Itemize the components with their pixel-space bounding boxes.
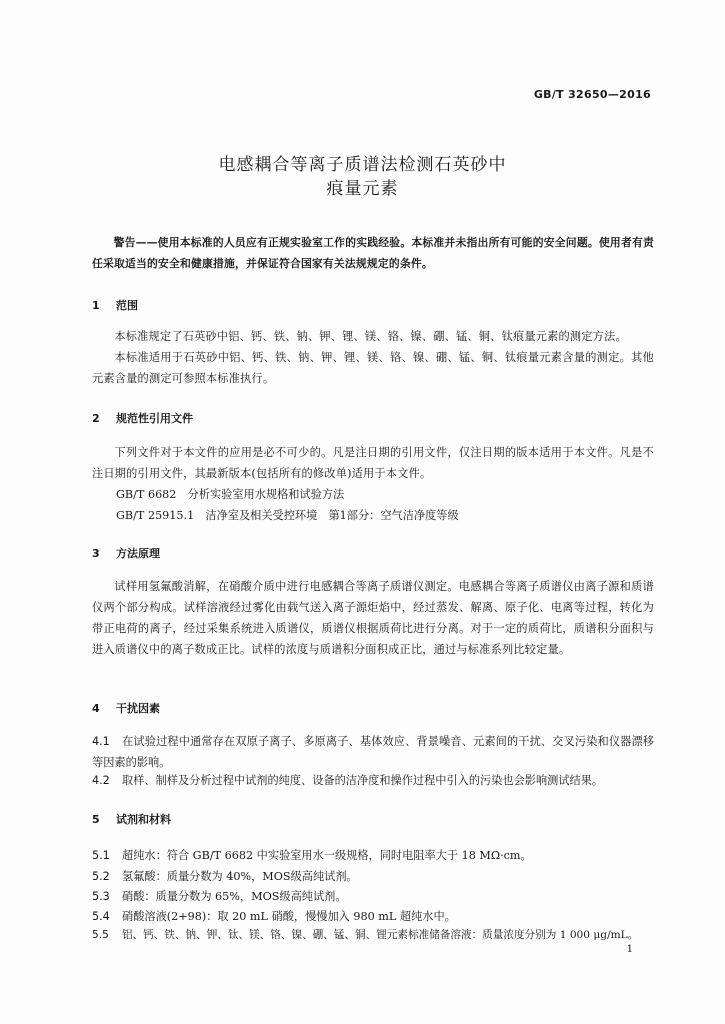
section-1-number: 1 [92,299,100,312]
section-1-paragraph-2: 本标准适用于石英砂中铝、钙、铁、钠、钾、锂、镁、铬、镍、硼、锰、铜、钛痕量元素含量的测定。其他元素含量的测定可参照本标准执行。 [92,351,654,385]
document-title-line1: 电感耦合等离子质谱法检测石英砂中 [218,155,507,175]
clause-5-5 [92,925,654,946]
clause-4-2 [92,770,654,791]
section-5-heading [92,811,171,827]
clause-text: 在试验过程中通常存在双原子离子、多原离子、基体效应、背景噪音、元素间的干扰、交叉污染和仪器漂移等因素的影响。 [92,735,654,769]
section-2-heading [92,410,193,426]
clause-number: 5.1 [92,849,110,862]
section-1-title: 范围 [116,299,138,312]
clause-number: 4.2 [92,774,110,787]
clause-5-3 [92,886,654,907]
section-5-title: 试剂和材料 [116,813,171,826]
section-3-heading [92,545,160,561]
clause-4-1 [92,731,654,773]
section-2-paragraph-1: 下列文件对于本文件的应用是必不可少的。凡是注日期的引用文件，仅注日期的版本适用于本文件。凡是不注日期的引用文件，其最新版本(包括所有的修改单)适用于本文件。 [92,446,654,480]
section-3-paragraph-1: 试样用氢氟酸消解，在硝酸介质中进行电感耦合等离子质谱仪测定。电感耦合等离子质谱仪由离子源和质谱仪两个部分构成。试样溶液经过雾化由载气送入离子源炬焰中，经过蒸发、解离、原子化、电离等过程，转化为带正电荷的离子，经过采集系统进入质谱仪，质谱仪根据质荷比进行分离。对于一定的质荷比，质谱积分面积与进入质谱仪中的离子数成正比。试样的浓度与质谱积分面积成正比，通过与标准系列比较定量。 [92,580,654,656]
section-1-heading [92,297,138,313]
clause-5-1 [92,845,654,866]
section-3-title: 方法原理 [116,547,160,560]
reference-gbt-25915-1: GB/T 25915.1 洁净室及相关受控环境 第1部分：空气洁净度等级 [116,509,459,522]
clause-text: 铝、钙、铁、钠、钾、钛、镁、铬、镍、硼、锰、铜、锂元素标准储备溶液：质量浓度分别为 1 000 μg/mL。 [122,929,639,941]
clause-text: 硝酸溶液(2+98)：取 20 mL 硝酸，慢慢加入 980 mL 超纯水中。 [122,910,456,923]
clause-5-4 [92,906,654,927]
section-4-title: 干扰因素 [116,702,160,715]
document-title-line2: 痕量元素 [326,179,399,199]
clause-5-2 [92,866,654,887]
clause-text: 超纯水：符合 GB/T 6682 中实验室用水一级规格，同时电阻率大于 18 MΩ·cm。 [122,849,532,862]
section-5-number: 5 [92,813,100,826]
section-3-number: 3 [92,547,100,560]
clause-number: 5.2 [92,870,110,883]
clause-number: 5.3 [92,890,110,903]
clause-text: 氢氟酸：质量分数为 40%，MOS级高纯试剂。 [122,870,358,883]
section-2-title: 规范性引用文件 [116,412,193,425]
page-number: 1 [626,944,633,955]
section-4-number: 4 [92,702,100,715]
clause-text: 硝酸：质量分数为 65%，MOS级高纯试剂。 [122,890,347,903]
clause-number: 4.1 [92,735,110,748]
standard-number: GB/T 32650—2016 [533,88,651,101]
warning-paragraph: 警告——使用本标准的人员应有正规实验室工作的实践经验。本标准并未指出所有可能的安全问题。使用者有责任采取适当的安全和健康措施，并保证符合国家有关法规规定的条件。 [92,236,654,270]
clause-text: 取样、制样及分析过程中试剂的纯度、设备的洁净度和操作过程中引入的污染也会影响测试结果。 [122,774,604,787]
section-1-paragraph-1: 本标准规定了石英砂中铝、钙、铁、钠、钾、锂、镁、铬、镍、硼、锰、铜、钛痕量元素的测定方法。 [114,330,627,343]
reference-gbt-6682: GB/T 6682 分析实验室用水规格和试验方法 [116,488,345,501]
clause-number: 5.5 [92,929,109,941]
section-4-heading [92,700,160,716]
clause-number: 5.4 [92,910,110,923]
section-2-number: 2 [92,412,100,425]
